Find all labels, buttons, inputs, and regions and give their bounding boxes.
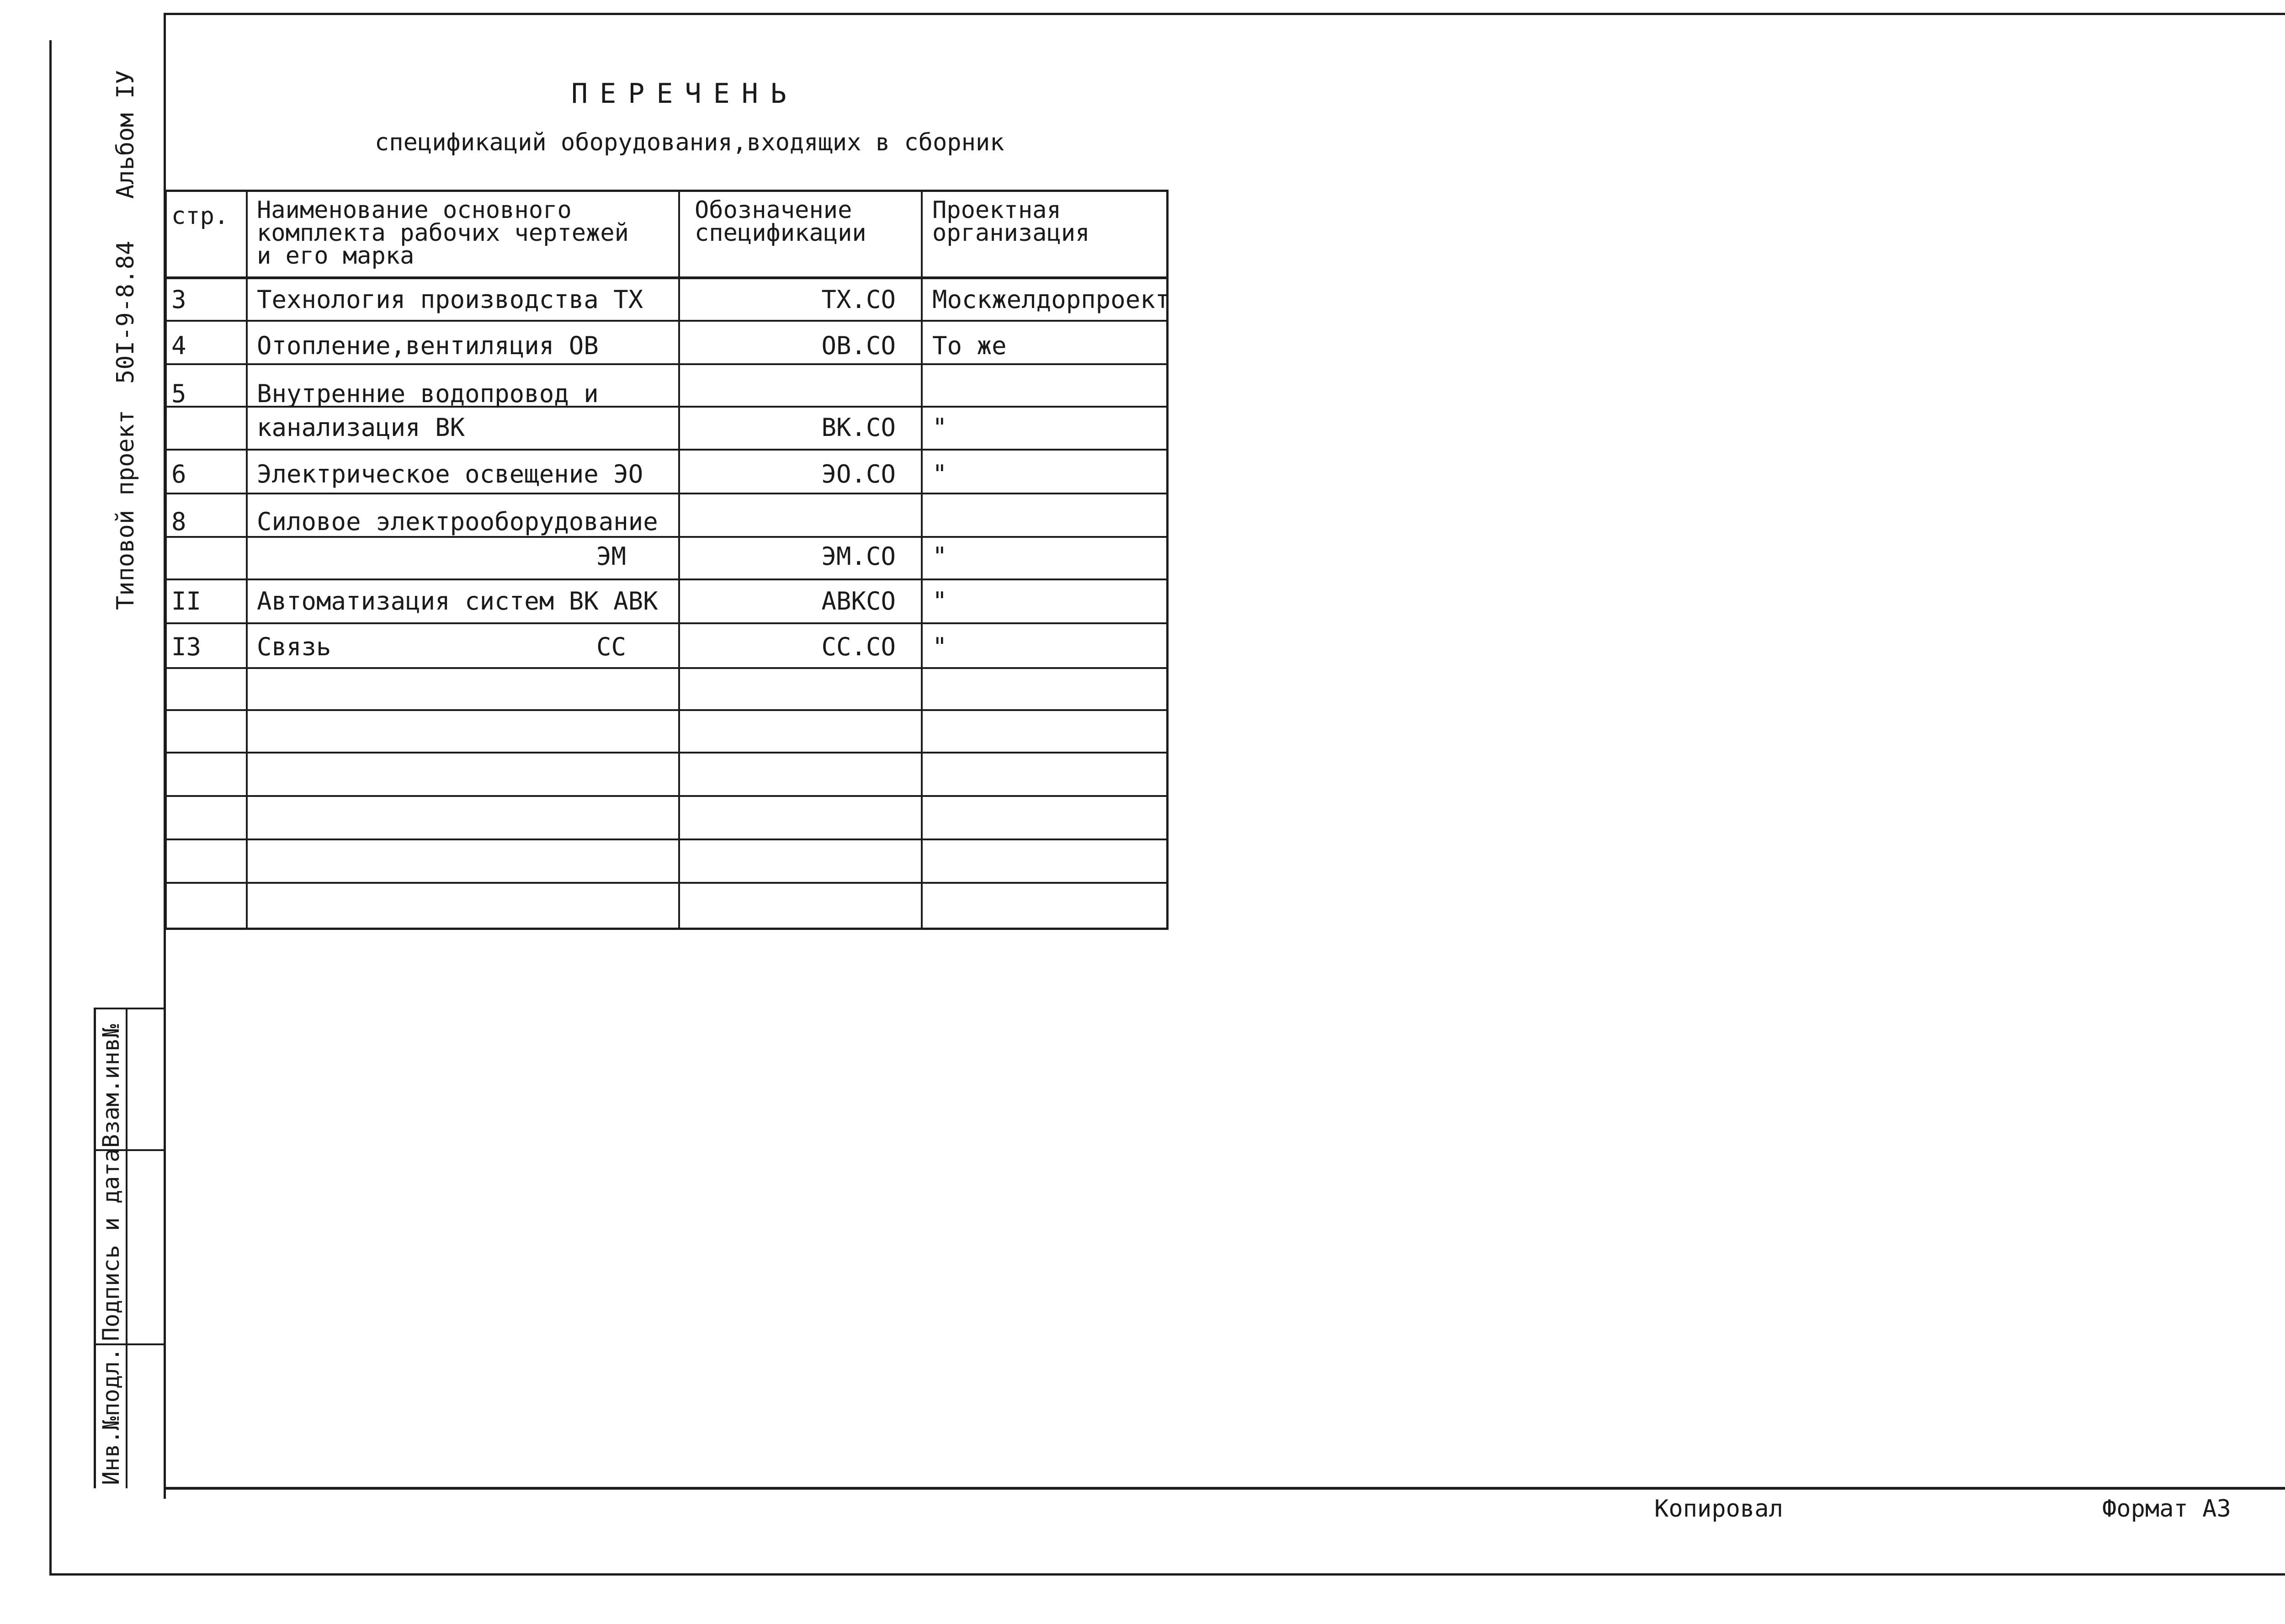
stamp-top xyxy=(94,1008,165,1009)
cell-name: Внутренние водопровод и xyxy=(257,379,599,408)
cell-code: ОВ.СО xyxy=(821,331,896,360)
cell-org: " xyxy=(932,460,947,488)
stamp-signature-date: Подпись и дата xyxy=(98,1148,124,1341)
stamp-left xyxy=(94,1008,96,1488)
cell-org: То же xyxy=(932,331,1007,360)
header-page: стр. xyxy=(171,202,229,230)
cell-page: 6 xyxy=(171,460,186,488)
cell-org: " xyxy=(932,542,947,571)
header-designation: Обозначение спецификации xyxy=(695,196,866,247)
cell-org: " xyxy=(932,632,947,661)
cell-mark: СС xyxy=(596,632,627,661)
cell-page: I3 xyxy=(171,632,202,661)
cell-name: Связь xyxy=(257,632,331,661)
outer-frame-bottom xyxy=(49,1573,2285,1576)
cell-page: 8 xyxy=(171,507,186,536)
stamp-mid xyxy=(126,1008,128,1488)
side-label-project: Типовой проект xyxy=(112,409,139,610)
stamp-vzam-inv: Взам.инв№ xyxy=(98,1024,124,1148)
cell-org: " xyxy=(932,587,947,616)
side-label-album: Альбом IУ xyxy=(112,70,139,199)
frame-bottom xyxy=(164,1487,2285,1490)
cell-name: Силовое электрооборудование xyxy=(257,507,658,536)
side-label-code: 50I-9-8.84 xyxy=(112,240,139,384)
cell-page: 3 xyxy=(171,285,186,314)
page-subtitle: спецификаций оборудования,входящих в сборник xyxy=(375,129,1004,156)
cell-code: АВКСО xyxy=(821,587,896,616)
cell-org: Москжелдорпроект xyxy=(932,285,1170,314)
header-name: Наименование основного комплекта рабочих чертежей и его марка xyxy=(257,196,629,270)
cell-code: ЭО.СО xyxy=(821,460,896,488)
cell-name: ЭМ xyxy=(596,542,626,571)
stamp-inv-podl: Инв.№подл. xyxy=(98,1347,124,1485)
stamp-div-2 xyxy=(94,1343,165,1345)
cell-page: 5 xyxy=(171,379,186,408)
cell-page: 4 xyxy=(171,331,186,360)
cell-code: ЭМ.СО xyxy=(821,542,896,571)
cell-name: Автоматизация систем ВК АВК xyxy=(257,587,658,616)
cell-name: канализация ВК xyxy=(257,413,465,442)
outer-frame-left xyxy=(49,40,52,1576)
header-organization: Проектная организация xyxy=(932,196,1090,247)
cell-name: Отопление,вентиляция ОВ xyxy=(257,331,599,360)
cell-name: Технология производства ТХ xyxy=(257,285,643,314)
footer-copied: Копировал xyxy=(1654,1495,1783,1523)
page-title: ПЕРЕЧЕНЬ xyxy=(571,78,798,110)
cell-page: II xyxy=(171,587,202,616)
cell-code: ВК.СО xyxy=(821,413,896,442)
footer-format: Формат А3 xyxy=(2102,1495,2231,1523)
cell-code: ТХ.СО xyxy=(821,285,896,314)
frame-top xyxy=(165,13,2285,15)
cell-name: Электрическое освещение ЭО xyxy=(257,460,643,488)
cell-code: СС.СО xyxy=(821,632,896,661)
cell-org: " xyxy=(932,413,947,442)
